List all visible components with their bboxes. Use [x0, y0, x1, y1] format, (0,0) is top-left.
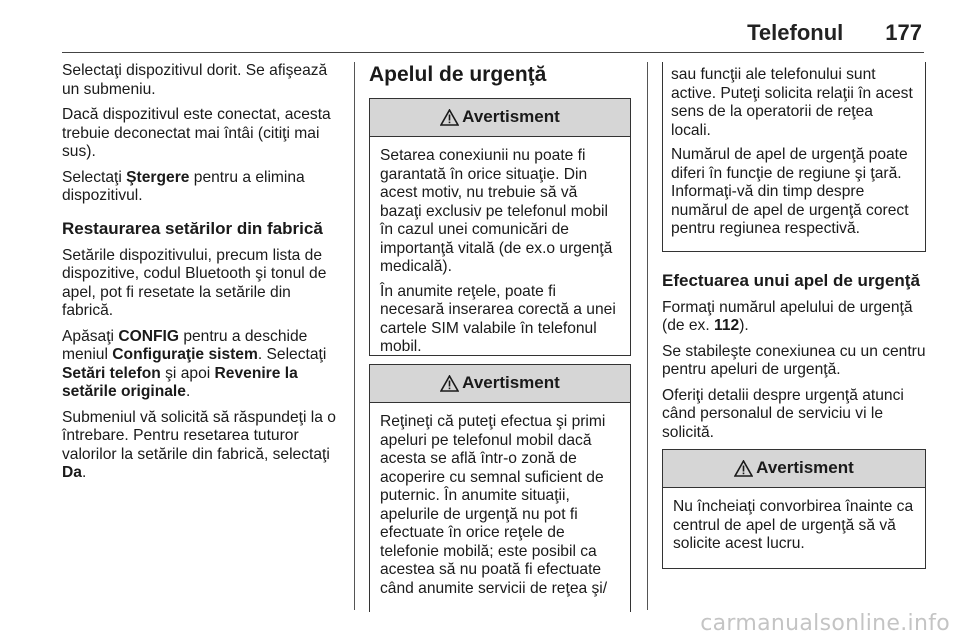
warning-title: Avertisment	[462, 373, 560, 393]
text: şi apoi	[160, 364, 215, 382]
warning-triangle-icon	[440, 109, 459, 126]
text: ).	[739, 317, 749, 334]
menu-term: Da	[62, 464, 82, 481]
menu-term: Setări telefon	[62, 364, 161, 382]
header-divider	[62, 52, 924, 53]
paragraph	[62, 409, 344, 483]
section-heading: Restaurarea setărilor din fabrică	[62, 218, 323, 238]
warning-body	[370, 403, 630, 608]
warning-header	[370, 365, 630, 403]
text: .	[185, 383, 191, 400]
paragraph: Setările dispozitivului, precum lista de dispozitive, codul Bluetooth şi tonul de apel, pot fi resetate la setările din fabrică.	[62, 246, 327, 319]
warning-box	[369, 98, 631, 356]
text: Submeniul vă solicită să răspundeţi la o întrebare. Pentru resetarea tuturor valorilor la setările din fabrică, selectaţi	[62, 408, 336, 463]
paragraph: Dacă dispozitivul este conectat, acesta trebuie deconectat mai întâi (citiţi mai sus).	[62, 106, 331, 160]
warning-title: Avertisment	[756, 458, 854, 478]
text: pentru a elimina dispozitivul.	[62, 168, 305, 204]
paragraph: sau funcţii ale telefonului sunt active. Puteţi solicita relaţii în acest sens de la operatorii de reţea locali.	[671, 66, 913, 139]
section-heading: Efectuarea unui apel de urgenţă	[662, 270, 920, 290]
paragraph: Nu încheiaţi convorbirea înainte ca centrul de apel de urgenţă să vă solicite acest lucru.	[673, 498, 914, 552]
text: Apăsaţi	[62, 327, 119, 345]
paragraph: Se stabileşte conexiunea cu un centru pentru apeluri de urgenţă.	[662, 342, 926, 378]
paragraph: Selectaţi dispozitivul dorit. Se afişează un submeniu.	[62, 62, 328, 98]
page-header	[747, 20, 922, 46]
warning-box	[662, 449, 926, 569]
paragraph: Oferiţi detalii despre urgenţă atunci când personalul de serviciu vi le solicită.	[662, 386, 904, 441]
emergency-number: 112	[714, 317, 740, 334]
text: Formaţi numărul apelului de urgenţă (de ex.	[662, 298, 913, 334]
warning-triangle-icon	[734, 460, 753, 477]
button-term: CONFIG	[118, 327, 179, 345]
chapter-title: Telefonul	[747, 20, 844, 45]
text: . Selectaţi	[257, 346, 327, 363]
paragraph	[62, 169, 344, 206]
column-2	[369, 62, 631, 612]
watermark: carmanualsonline.info	[700, 611, 950, 636]
text: Selectaţi	[62, 168, 127, 186]
page-number: 177	[885, 20, 922, 45]
warning-triangle-icon	[440, 375, 459, 392]
text: .	[81, 464, 87, 481]
column-divider-2	[647, 62, 648, 610]
warning-box-continued	[662, 62, 926, 252]
text: pentru a deschide meniul	[62, 327, 308, 363]
column-3	[662, 62, 926, 569]
column-1	[62, 62, 344, 490]
warning-box	[369, 364, 631, 612]
paragraph	[662, 299, 926, 336]
paragraph: În anumite reţele, poate fi necesară inserarea corectă a unei cartele SIM valabile în telefonul mobil.	[380, 282, 616, 355]
section-heading: Apelul de urgenţă	[369, 63, 547, 86]
paragraph: Numărul de apel de urgenţă poate diferi în funcţie de regiune şi ţară. Informaţi-vă din timp despre numărul de apel de urgenţă corect pentru regiunea respectivă.	[671, 146, 909, 237]
menu-term: Configuraţie sistem	[112, 346, 258, 363]
menu-term: Revenire la setările originale	[62, 364, 298, 400]
paragraph: Reţineţi că puteţi efectua şi primi apeluri pe telefonul mobil dacă acesta se află într-o zonă de acoperire cu semnal suficient de puternic. În anumite situaţii, apelurile de urgenţă nu pot fi efectuate în orice reţele de telefonie mobilă; este posibil ca acestea să nu poată fi efectuate când anumite servicii de reţea şi/	[380, 413, 608, 597]
column-divider-1	[354, 62, 355, 610]
warning-body	[663, 488, 925, 568]
warning-body	[370, 137, 630, 367]
paragraph	[62, 328, 344, 402]
paragraph: Setarea conexiunii nu poate fi garantată în orice situaţie. Din acest motiv, nu trebuie să vă bazaţi exclusiv pe telefonul mobil în cazul unei comunicări de importanţă vitală (de ex.o urgenţă medicală).	[380, 147, 613, 275]
warning-header	[663, 450, 925, 488]
warning-header	[370, 99, 630, 137]
warning-title: Avertisment	[462, 107, 560, 127]
menu-term: Ştergere	[126, 168, 190, 186]
